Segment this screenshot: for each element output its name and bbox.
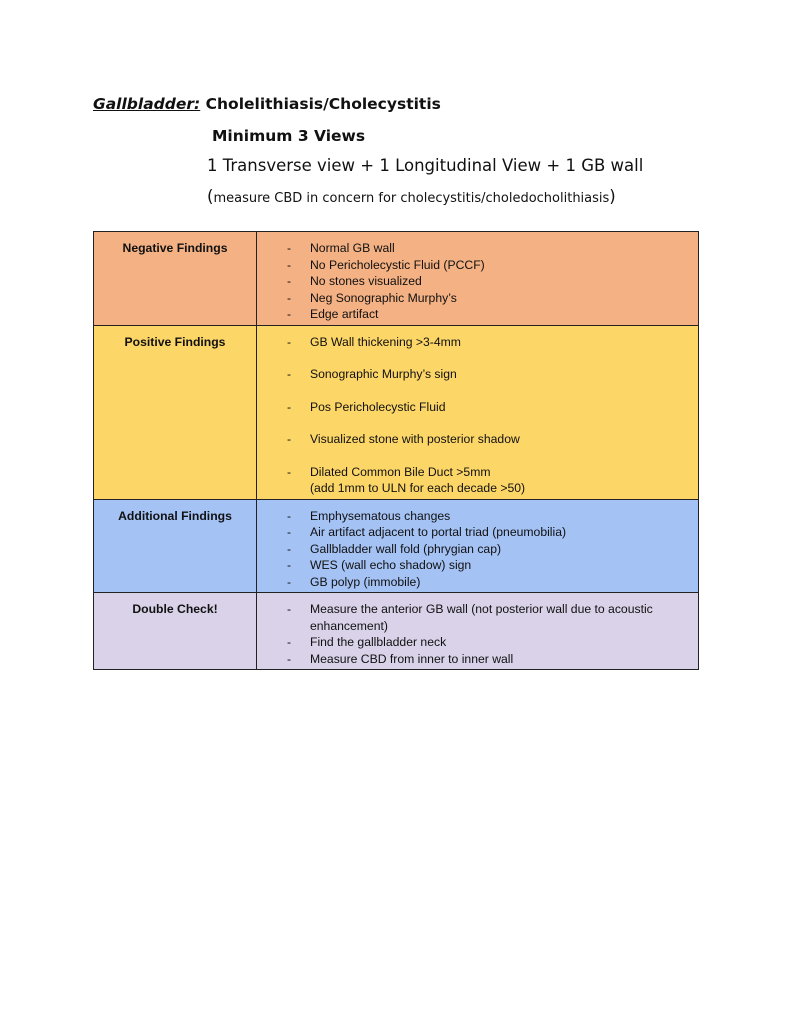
item-text: GB polyp (immobile) bbox=[310, 574, 421, 589]
measure-note bbox=[207, 187, 616, 206]
category-cell: Positive Findings bbox=[94, 325, 257, 499]
category-cell: Negative Findings bbox=[94, 232, 257, 326]
bullet-dash: - bbox=[287, 307, 292, 321]
bullet-dash: - bbox=[287, 574, 292, 589]
list-item bbox=[257, 557, 698, 574]
bullet-dash: - bbox=[287, 464, 292, 479]
bullet-dash: - bbox=[287, 334, 292, 349]
item-text: No Pericholecystic Fluid (PCCF) bbox=[310, 257, 485, 272]
list-item bbox=[257, 399, 698, 416]
items-cell bbox=[257, 232, 699, 326]
items-cell bbox=[257, 593, 699, 670]
items-cell bbox=[257, 325, 699, 499]
measure-open-paren: ( bbox=[207, 187, 214, 206]
bullet-dash: - bbox=[287, 541, 292, 556]
bullet-dash: - bbox=[287, 558, 292, 572]
item-text: Emphysematous changes bbox=[310, 508, 451, 523]
item-text: Pos Pericholecystic Fluid bbox=[310, 399, 446, 414]
bullet-dash: - bbox=[287, 432, 292, 446]
item-text: WES (wall echo shadow) sign bbox=[310, 558, 472, 572]
list-item bbox=[257, 366, 698, 383]
item-text: Measure the anterior GB wall (not posterior wall due to acoustic enhancement) bbox=[310, 602, 653, 633]
measure-text: measure CBD in concern for cholecystitis/choledocholithiasis bbox=[213, 191, 610, 206]
category-cell: Additional Findings bbox=[94, 499, 257, 593]
list-item bbox=[257, 574, 698, 591]
measure-close-paren: ) bbox=[609, 187, 616, 206]
findings-list bbox=[257, 601, 698, 667]
list-item bbox=[257, 464, 698, 497]
list-item bbox=[257, 240, 698, 257]
view-combination: 1 Transverse view + 1 Longitudinal View + 1 GB wall bbox=[207, 156, 644, 175]
item-note: (add 1mm to ULN for each decade >50) bbox=[310, 481, 526, 495]
negative-findings-row bbox=[94, 232, 699, 326]
heading-title: Cholelithiasis/Cholecystitis bbox=[205, 95, 441, 113]
bullet-dash: - bbox=[287, 651, 292, 666]
findings-list bbox=[257, 508, 698, 591]
bullet-dash: - bbox=[287, 290, 292, 305]
item-text: Find the gallbladder neck bbox=[310, 635, 447, 649]
item-text: Sonographic Murphy’s sign bbox=[310, 367, 457, 381]
list-item bbox=[257, 306, 698, 323]
list-item bbox=[257, 334, 698, 351]
bullet-dash: - bbox=[287, 274, 292, 288]
bullet-dash: - bbox=[287, 241, 292, 255]
bullet-dash: - bbox=[287, 508, 292, 523]
list-item bbox=[257, 431, 698, 448]
list-item bbox=[257, 634, 698, 651]
page-heading bbox=[93, 95, 441, 113]
item-text: Normal GB wall bbox=[310, 241, 395, 255]
list-item bbox=[257, 290, 698, 307]
list-item bbox=[257, 257, 698, 274]
list-item bbox=[257, 541, 698, 558]
findings-table bbox=[93, 231, 699, 670]
minimum-views: Minimum 3 Views bbox=[212, 127, 366, 145]
list-item bbox=[257, 651, 698, 668]
additional-findings-row bbox=[94, 499, 699, 593]
category-cell: Double Check! bbox=[94, 593, 257, 670]
bullet-dash: - bbox=[287, 602, 292, 616]
findings-list bbox=[257, 240, 698, 323]
list-item bbox=[257, 524, 698, 541]
item-text: GB Wall thickening >3-4mm bbox=[310, 334, 461, 349]
item-text: Visualized stone with posterior shadow bbox=[310, 432, 520, 446]
list-item bbox=[257, 601, 698, 634]
item-text: Dilated Common Bile Duct >5mm bbox=[310, 464, 491, 479]
item-text: No stones visualized bbox=[310, 274, 422, 288]
list-item bbox=[257, 508, 698, 525]
double-check-row bbox=[94, 593, 699, 670]
item-text: Edge artifact bbox=[310, 307, 379, 321]
item-text: Neg Sonographic Murphy’s bbox=[310, 290, 457, 305]
item-text: Gallbladder wall fold (phrygian cap) bbox=[310, 541, 502, 556]
positive-findings-row bbox=[94, 325, 699, 499]
bullet-dash: - bbox=[287, 367, 292, 381]
heading-label: Gallbladder: bbox=[93, 95, 201, 113]
item-text: Air artifact adjacent to portal triad (pneumobilia) bbox=[310, 525, 567, 539]
bullet-dash: - bbox=[287, 525, 292, 539]
bullet-dash: - bbox=[287, 399, 292, 414]
list-item bbox=[257, 273, 698, 290]
findings-list bbox=[257, 334, 698, 497]
items-cell bbox=[257, 499, 699, 593]
bullet-dash: - bbox=[287, 635, 292, 649]
item-text: Measure CBD from inner to inner wall bbox=[310, 651, 514, 666]
bullet-dash: - bbox=[287, 257, 292, 272]
